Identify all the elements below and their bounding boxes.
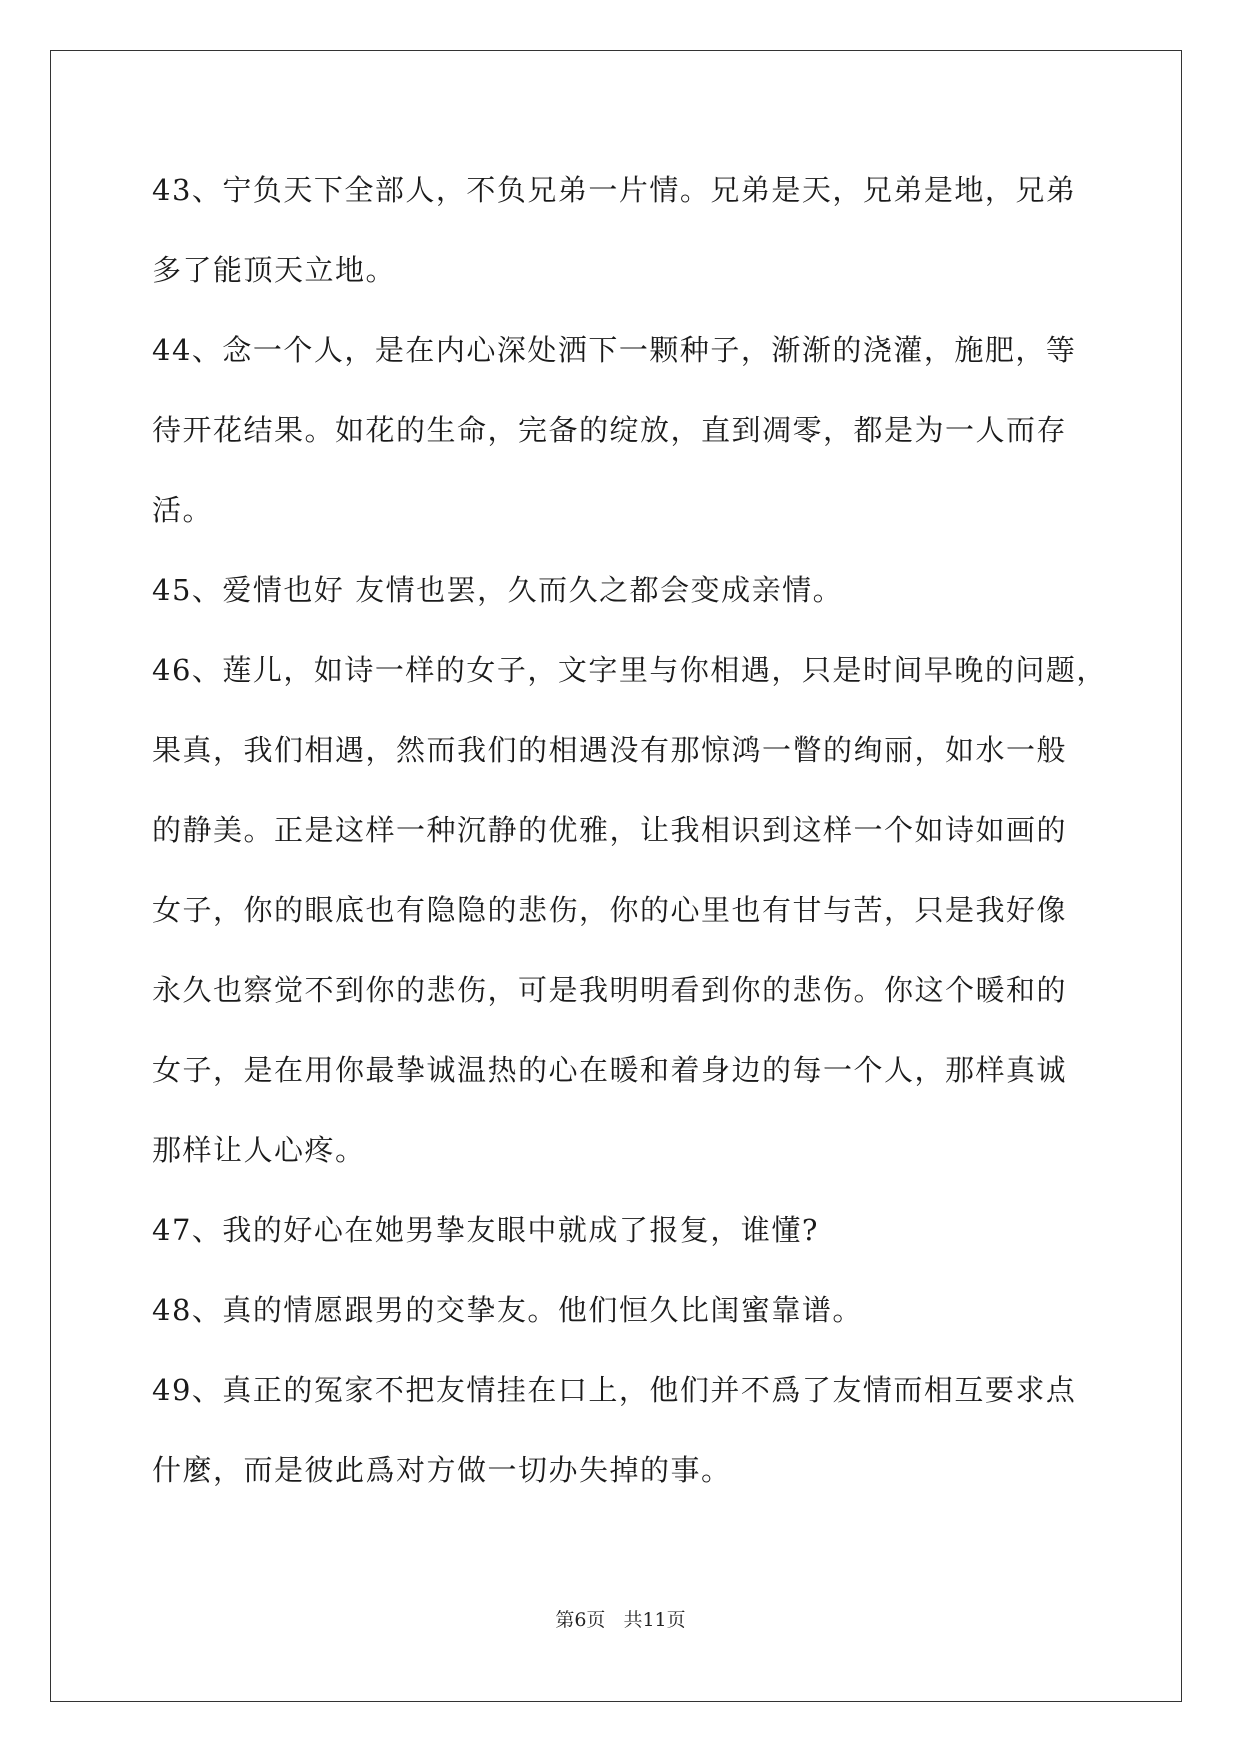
paragraph-line: 什麼，而是彼此爲对方做一切办失掉的事。 xyxy=(152,1453,732,1487)
paragraph-line: 45、爱情也好 友情也罢，久而久之都会变成亲情。 xyxy=(152,573,844,607)
paragraph-line: 43、宁负天下全部人，不负兄弟一片情。兄弟是天，兄弟是地，兄弟 xyxy=(152,173,1077,207)
paragraph-line: 49、真正的冤家不把友情挂在口上，他们并不爲了友情而相互要求点 xyxy=(152,1373,1077,1407)
paragraph-line: 女子，你的眼底也有隐隐的悲伤，你的心里也有甘与苦，只是我好像 xyxy=(152,893,1068,927)
page-number: 第6页 xyxy=(555,1609,606,1631)
paragraph-line: 永久也察觉不到你的悲伤，可是我明明看到你的悲伤。你这个暖和的 xyxy=(152,973,1068,1007)
document-body xyxy=(152,150,1107,1510)
paragraph-line: 47、我的好心在她男挚友眼中就成了报复，谁懂? xyxy=(152,1213,819,1247)
paragraph-line: 待开花结果。如花的生命，完备的绽放，直到凋零，都是为一人而存 xyxy=(152,413,1068,447)
paragraph-line: 女子，是在用你最挚诚温热的心在暖和着身边的每一个人，那样真诚 xyxy=(152,1053,1068,1087)
paragraph-48 xyxy=(152,1270,1092,1350)
paragraph-line: 多了能顶天立地。 xyxy=(152,253,397,287)
paragraph-49 xyxy=(152,1350,1092,1510)
paragraph-line: 果真，我们相遇，然而我们的相遇没有那惊鸿一瞥的绚丽，如水一般 xyxy=(152,733,1068,767)
paragraph-44 xyxy=(152,310,1092,550)
paragraph-line: 活。 xyxy=(152,493,214,527)
paragraph-line: 44、念一个人，是在内心深处洒下一颗种子，渐渐的浇灌，施肥，等 xyxy=(152,333,1077,367)
paragraph-43 xyxy=(152,150,1092,310)
page-total: 共11页 xyxy=(623,1609,686,1631)
paragraph-line: 那样让人心疼。 xyxy=(152,1133,366,1167)
paragraph-line: 的静美。正是这样一种沉静的优雅，让我相识到这样一个如诗如画的 xyxy=(152,813,1068,847)
paragraph-line: 46、莲儿，如诗一样的女子，文字里与你相遇，只是时间早晚的问题， xyxy=(152,653,1107,687)
paragraph-47 xyxy=(152,1190,1092,1270)
paragraph-45 xyxy=(152,550,1092,630)
paragraph-line: 48、真的情愿跟男的交挚友。他们恒久比闺蜜靠谱。 xyxy=(152,1293,863,1327)
paragraph-46 xyxy=(152,630,1107,1190)
page-footer xyxy=(0,1605,1241,1632)
